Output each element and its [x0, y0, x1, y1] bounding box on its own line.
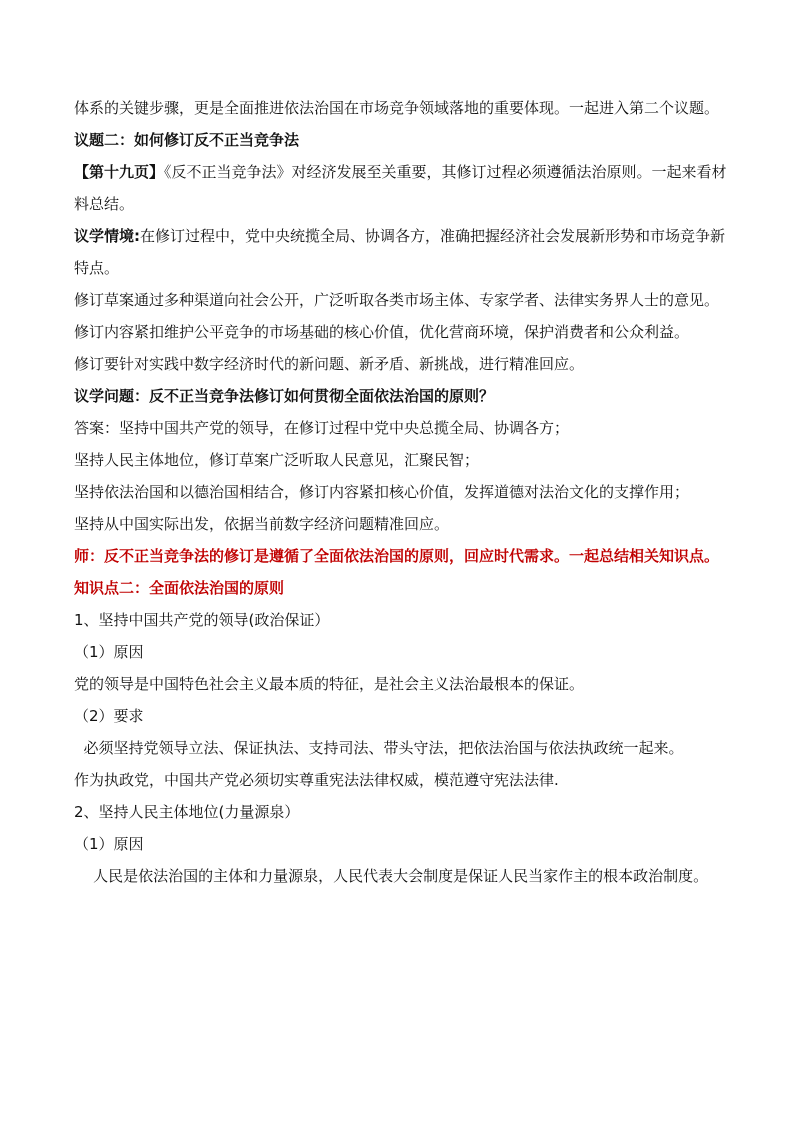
page-nineteen-label: 【第十九页】 — [74, 163, 165, 181]
point-two-title: 2、坚持人民主体地位(力量源泉） — [74, 803, 300, 821]
page-nineteen-paragraph — [74, 156, 734, 220]
situation-label: 议学情境: — [74, 227, 140, 245]
answer-line-2: 坚持人民主体地位，修订草案广泛听取人民意见，汇聚民智； — [74, 451, 480, 469]
point-two-reason-text: 人民是依法治国的主体和力量源泉，人民代表大会制度是保证人民当家作主的根本政治制度。 — [74, 867, 709, 885]
teacher-note: 师：反不正当竞争法的修订是遵循了全面依法治国的原则，回应时代需求。一起总结相关知识点。 — [74, 547, 720, 565]
knowledge-heading: 知识点二：全面依法治国的原则 — [74, 579, 285, 597]
intro-paragraph: 体系的关键步骤，更是全面推进依法治国在市场竞争领域落地的重要体现。一起进入第二个议题。 — [74, 99, 720, 117]
material-paragraph-3: 修订内容紧扣维护公平竞争的市场基础的核心价值，优化营商环境，保护消费者和公众利益。 — [74, 323, 690, 341]
answer-line-1: 答案：坚持中国共产党的领导，在修订过程中党中央总揽全局、协调各方； — [74, 419, 570, 437]
document-page — [74, 92, 734, 892]
point-one-requirement-text-1: 必须坚持党领导立法、保证执法、支持司法、带头守法，把依法治国与依法执政统一起来。 — [74, 739, 684, 757]
answer-line-3: 坚持依法治国和以德治国相结合，修订内容紧扣核心价值，发挥道德对法治文化的支撑作用； — [74, 483, 690, 501]
point-one-reason-text: 党的领导是中国特色社会主义最本质的特征，是社会主义法治最根本的保证。 — [74, 675, 585, 693]
point-one-title: 1、坚持中国共产党的领导(政治保证） — [74, 611, 330, 629]
answer-line-4: 坚持从中国实际出发，依据当前数字经济问题精准回应。 — [74, 515, 450, 533]
point-two-reason-label: （1）原因 — [74, 835, 144, 853]
point-one-requirement-label: （2）要求 — [74, 707, 144, 725]
situation-text: 在修订过程中，党中央统揽全局、协调各方，准确把握经济社会发展新形势和市场竞争新特点。 — [74, 227, 726, 277]
material-paragraph-4: 修订要针对实践中数字经济时代的新问题、新矛盾、新挑战，进行精准回应。 — [74, 355, 585, 373]
point-one-reason-label: （1）原因 — [74, 643, 144, 661]
situation-paragraph — [74, 220, 734, 284]
point-one-requirement-text-2: 作为执政党，中国共产党必须切实尊重宪法法律权威，模范遵守宪法法律. — [74, 771, 559, 789]
question-heading: 议学问题：反不正当竞争法修订如何贯彻全面依法治国的原则？ — [74, 387, 495, 405]
page-nineteen-text: 《反不正当竞争法》对经济发展至关重要，其修订过程必须遵循法治原则。一起来看材料总结。 — [74, 163, 727, 213]
topic-two-heading: 议题二：如何修订反不正当竞争法 — [74, 131, 300, 149]
material-paragraph-2: 修订草案通过多种渠道向社会公开，广泛听取各类市场主体、专家学者、法律实务界人士的意见。 — [74, 291, 720, 309]
